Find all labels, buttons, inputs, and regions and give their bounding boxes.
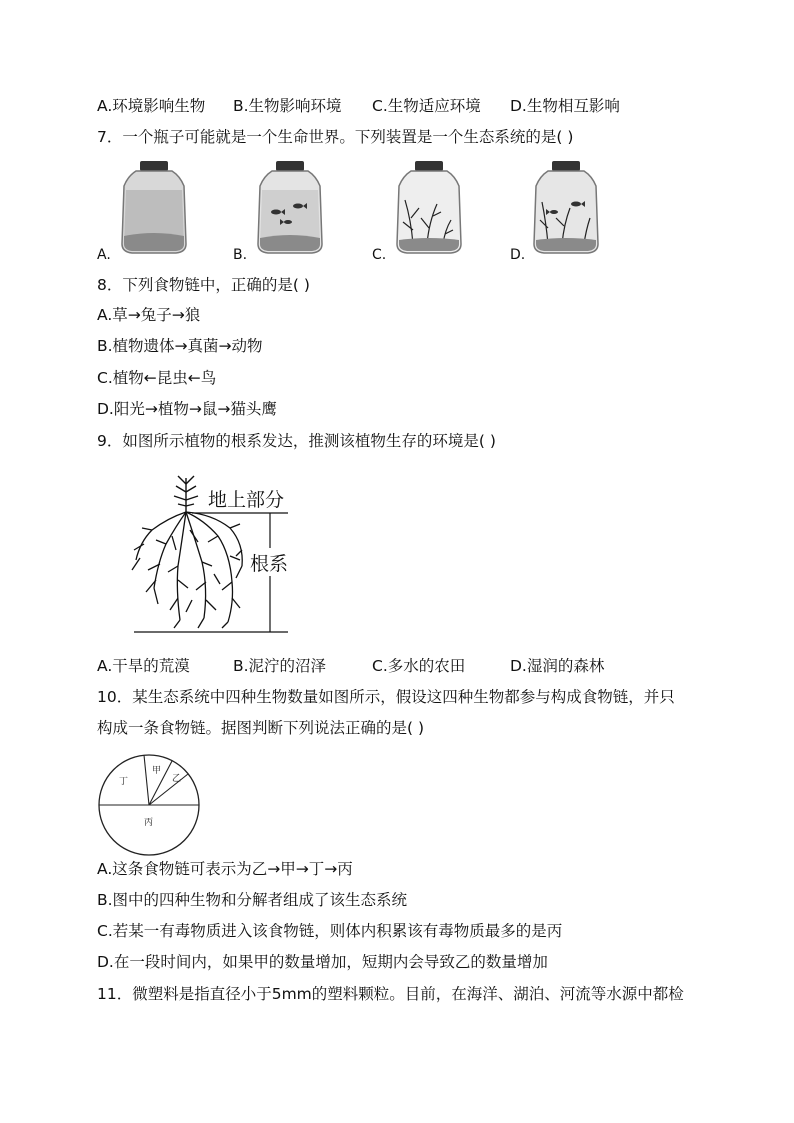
q8-option-b: B.植物遗体→真菌→动物 xyxy=(97,337,263,355)
jar-d-label: D. xyxy=(510,247,526,263)
q8-stem: 8．下列食物链中，正确的是( ) xyxy=(97,276,310,294)
jar-c-image xyxy=(393,160,465,256)
q9-stem: 9．如图所示植物的根系发达，推测该植物生存的环境是( ) xyxy=(97,432,496,450)
figure-label-above-ground: 地上部分 xyxy=(208,489,285,511)
pie-label-bing: 丙 xyxy=(144,818,154,828)
q9-option-b: B.泥泞的沼泽 xyxy=(233,657,327,675)
q10-option-a: A.这条食物链可表示为乙→甲→丁→丙 xyxy=(97,860,353,878)
figure-label-roots: 根系 xyxy=(250,553,289,575)
q9-option-a: A.干旱的荒漠 xyxy=(97,657,190,675)
q11-stem: 11．微塑料是指直径小于5mm的塑料颗粒。目前，在海洋、湖泊、河流等水源中都检 xyxy=(97,985,684,1003)
pie-label-jia: 甲 xyxy=(152,766,162,776)
jar-d-image xyxy=(530,160,602,256)
q6-option-c: C.生物适应环境 xyxy=(372,97,481,115)
root-system-figure xyxy=(128,470,298,636)
q10-stem-line2: 构成一条食物链。据图判断下列说法正确的是( ) xyxy=(97,719,425,737)
jar-b-label: B. xyxy=(233,247,248,263)
q10-option-c: C.若某一有毒物质进入该食物链，则体内积累该有毒物质最多的是丙 xyxy=(97,922,563,940)
q10-option-d: D.在一段时间内，如果甲的数量增加，短期内会导致乙的数量增加 xyxy=(97,953,548,971)
q6-option-d: D.生物相互影响 xyxy=(510,97,620,115)
pie-chart xyxy=(97,753,201,857)
q10-option-b: B.图中的四种生物和分解者组成了该生态系统 xyxy=(97,891,408,909)
jar-c-label: C. xyxy=(372,247,387,263)
q7-stem: 7．一个瓶子可能就是一个生命世界。下列装置是一个生态系统的是( ) xyxy=(97,128,574,146)
q8-option-d: D.阳光→植物→鼠→猫头鹰 xyxy=(97,400,277,418)
jar-a-image xyxy=(118,160,190,256)
q8-option-a: A.草→兔子→狼 xyxy=(97,306,201,324)
q6-option-b: B.生物影响环境 xyxy=(233,97,342,115)
q9-option-c: C.多水的农田 xyxy=(372,657,466,675)
jar-b-image xyxy=(254,160,326,256)
pie-label-ding: 丁 xyxy=(119,777,129,787)
pie-label-yi: 乙 xyxy=(172,774,182,784)
q10-stem-line1: 10．某生态系统中四种生物数量如图所示，假设这四种生物都参与构成食物链，并只 xyxy=(97,688,675,706)
q9-option-d: D.湿润的森林 xyxy=(510,657,605,675)
q6-option-a: A.环境影响生物 xyxy=(97,97,206,115)
q8-option-c: C.植物←昆虫←鸟 xyxy=(97,369,217,387)
jar-a-label: A. xyxy=(97,247,111,263)
